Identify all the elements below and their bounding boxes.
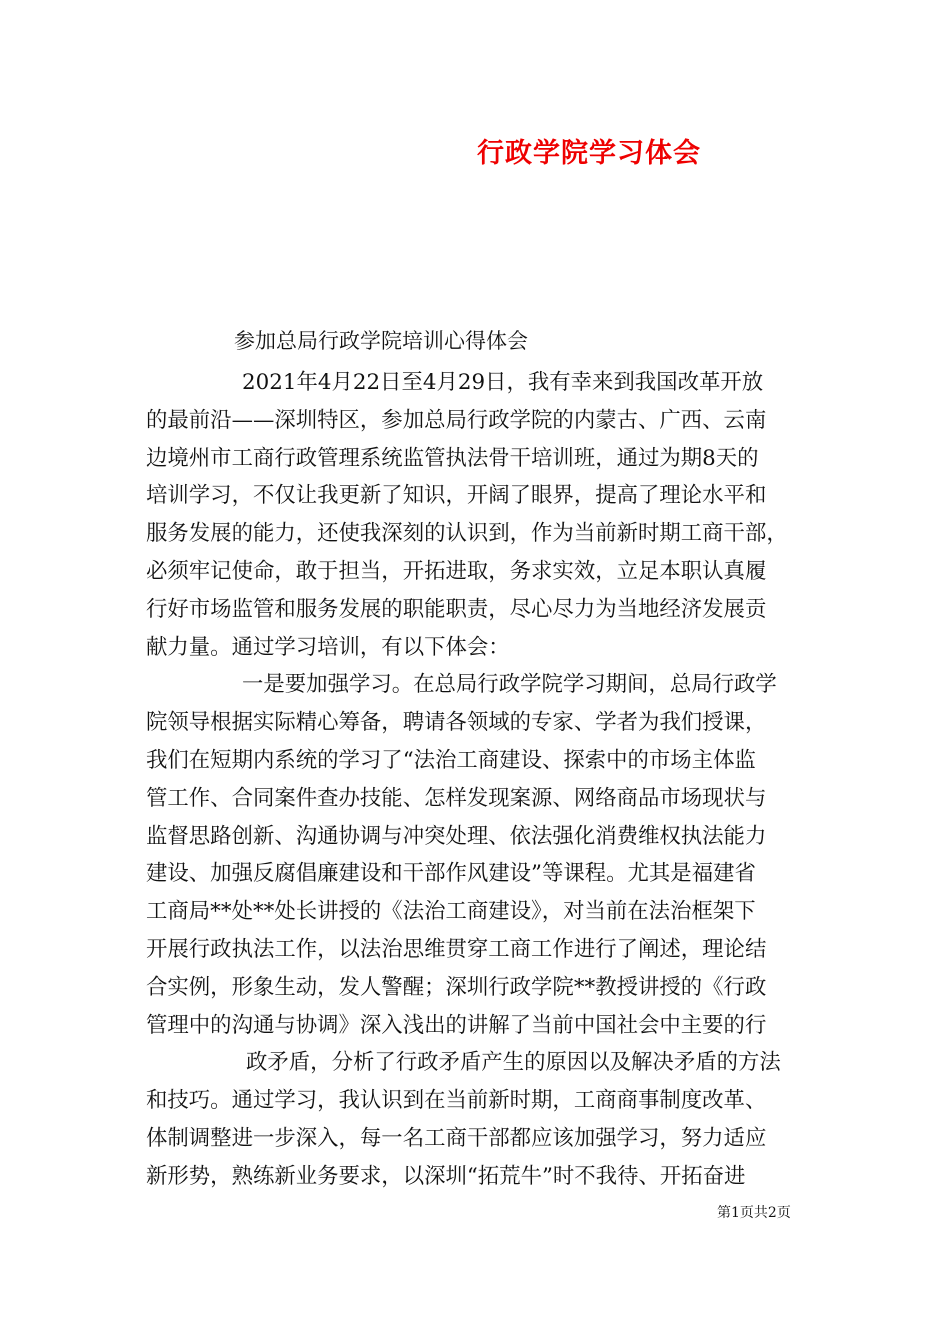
body-line: 建设、加强反腐倡廉建设和干部作风建设”等课程。尤其是福建省 <box>146 861 756 887</box>
body-line: 开展行政执法工作，以法治思维贯穿工商工作进行了阐述，理论结 <box>146 936 767 962</box>
body-line: 服务发展的能力，还使我深刻的认识到，作为当前新时期工商干部， <box>146 521 788 547</box>
body-line: 的最前沿——深圳特区，参加总局行政学院的内蒙古、广西、云南 <box>146 407 767 433</box>
document-subtitle: 参加总局行政学院培训心得体会 <box>234 329 528 353</box>
body-line: 监督思路创新、沟通协调与冲突处理、依法强化消费维权执法能力 <box>146 823 767 849</box>
body-line: 新形势，熟练新业务要求，以深圳“拓荒牛”时不我待、开拓奋进 <box>146 1163 746 1189</box>
body-line: 管工作、合同案件查办技能、怎样发现案源、网络商品市场现状与 <box>146 785 767 811</box>
body-line: 我们在短期内系统的学习了“法治工商建设、探索中的市场主体监 <box>146 747 756 773</box>
page-title: 行政学院学习体会 <box>477 138 701 169</box>
body-line: 政矛盾，分析了行政矛盾产生的原因以及解决矛盾的方法 <box>246 1050 781 1076</box>
body-line: 行好市场监管和服务发展的职能职责，尽心尽力为当地经济发展贡 <box>146 596 767 622</box>
body-line: 边境州市工商行政管理系统监管执法骨干培训班，通过为期8天的 <box>146 445 759 471</box>
body-line: 必须牢记使命，敢于担当，开拓进取，务求实效，立足本职认真履 <box>146 558 767 584</box>
body-line: 体制调整进一步深入，每一名工商干部都应该加强学习，努力适应 <box>146 1125 767 1151</box>
document-body <box>146 364 816 1196</box>
page-number: 第1页共2页 <box>717 1205 791 1221</box>
body-line: 管理中的沟通与协调》深入浅出的讲解了当前中国社会中主要的行 <box>146 1012 767 1038</box>
body-line: 工商局**处**处长讲授的《法治工商建设》，对当前在法治框架下 <box>146 899 756 925</box>
body-line: 2021年4月22日至4月29日，我有幸来到我国改革开放 <box>242 370 764 395</box>
body-line: 院领导根据实际精心筹备，聘请各领域的专家、学者为我们授课， <box>146 710 767 736</box>
body-line: 献力量。通过学习培训，有以下体会： <box>146 634 510 660</box>
body-line: 合实例，形象生动，发人警醒；深圳行政学院**教授讲授的《行政 <box>146 974 767 1000</box>
body-line: 培训学习，不仅让我更新了知识，开阔了眼界，提高了理论水平和 <box>146 483 767 509</box>
body-line: 和技巧。通过学习，我认识到在当前新时期，工商商事制度改革、 <box>146 1088 767 1114</box>
body-line: 一是要加强学习。在总局行政学院学习期间，总局行政学 <box>242 672 777 698</box>
